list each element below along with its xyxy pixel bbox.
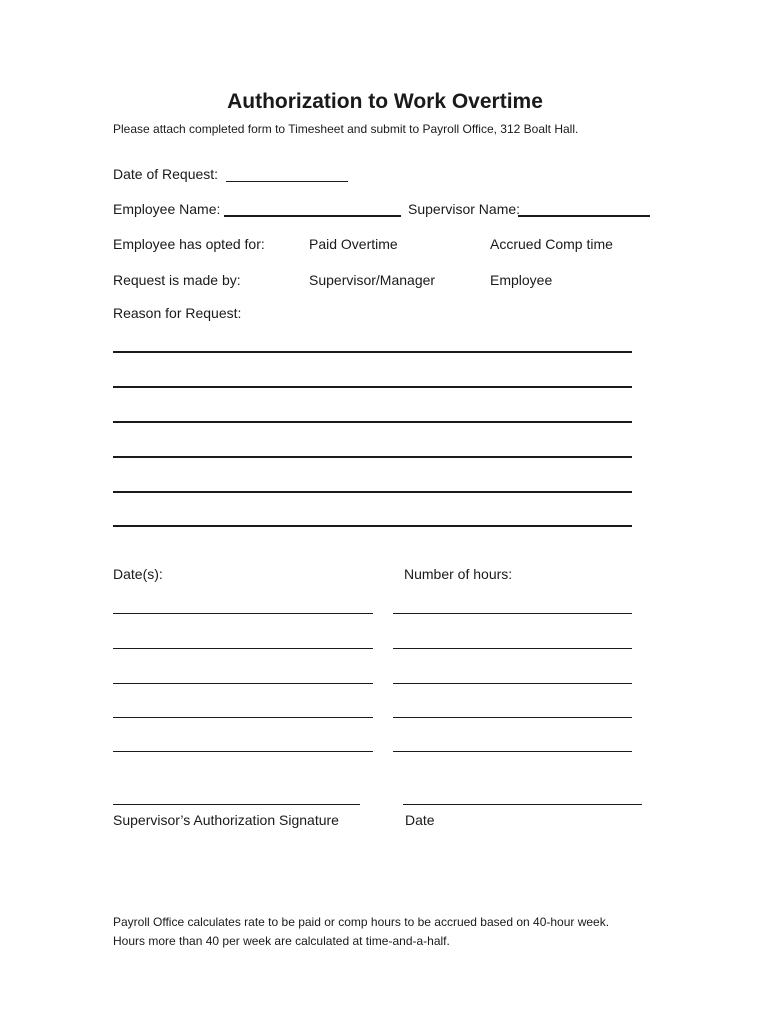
reason-line[interactable] bbox=[113, 525, 632, 527]
form-title: Authorization to Work Overtime bbox=[227, 90, 543, 113]
employee-name-field[interactable] bbox=[224, 215, 401, 217]
signature-label: Supervisor’s Authorization Signature bbox=[113, 812, 339, 828]
hours-entry-line[interactable] bbox=[393, 648, 632, 649]
reason-line[interactable] bbox=[113, 351, 632, 353]
footer-note-line-2: Hours more than 40 per week are calculated at time-and-a-half. bbox=[113, 934, 450, 948]
date-of-request-field[interactable] bbox=[226, 181, 348, 182]
signature-date-line[interactable] bbox=[403, 804, 642, 805]
date-entry-line[interactable] bbox=[113, 613, 373, 614]
form-instructions: Please attach completed form to Timesheet and submit to Payroll Office, 312 Boalt Hall. bbox=[113, 122, 579, 136]
hours-entry-line[interactable] bbox=[393, 683, 632, 684]
reason-line[interactable] bbox=[113, 421, 632, 423]
hours-entry-line[interactable] bbox=[393, 751, 632, 752]
employee-name-label: Employee Name: bbox=[113, 201, 221, 217]
footer-note-line-1: Payroll Office calculates rate to be paid or comp hours to be accrued based on 40-hour week. bbox=[113, 915, 610, 929]
date-entry-line[interactable] bbox=[113, 683, 373, 684]
dates-label: Date(s): bbox=[113, 566, 163, 582]
reason-line[interactable] bbox=[113, 491, 632, 493]
signature-date-label: Date bbox=[405, 812, 435, 828]
reason-label: Reason for Request: bbox=[113, 305, 242, 321]
hours-entry-line[interactable] bbox=[393, 717, 632, 718]
option-supervisor-manager[interactable]: Supervisor/Manager bbox=[309, 272, 436, 288]
supervisor-name-label: Supervisor Name: bbox=[408, 201, 521, 217]
option-paid-overtime[interactable]: Paid Overtime bbox=[309, 236, 398, 252]
option-accrued-comp-time[interactable]: Accrued Comp time bbox=[490, 236, 613, 252]
reason-line[interactable] bbox=[113, 386, 632, 388]
hours-label: Number of hours: bbox=[404, 566, 513, 582]
date-of-request-label: Date of Request: bbox=[113, 166, 219, 182]
signature-line[interactable] bbox=[113, 804, 360, 805]
option-employee[interactable]: Employee bbox=[490, 272, 553, 288]
date-entry-line[interactable] bbox=[113, 717, 373, 718]
hours-entry-line[interactable] bbox=[393, 613, 632, 614]
date-entry-line[interactable] bbox=[113, 751, 373, 752]
reason-line[interactable] bbox=[113, 456, 632, 458]
supervisor-name-field[interactable] bbox=[518, 215, 650, 217]
opted-for-label: Employee has opted for: bbox=[113, 236, 265, 252]
date-entry-line[interactable] bbox=[113, 648, 373, 649]
request-made-by-label: Request is made by: bbox=[113, 272, 241, 288]
